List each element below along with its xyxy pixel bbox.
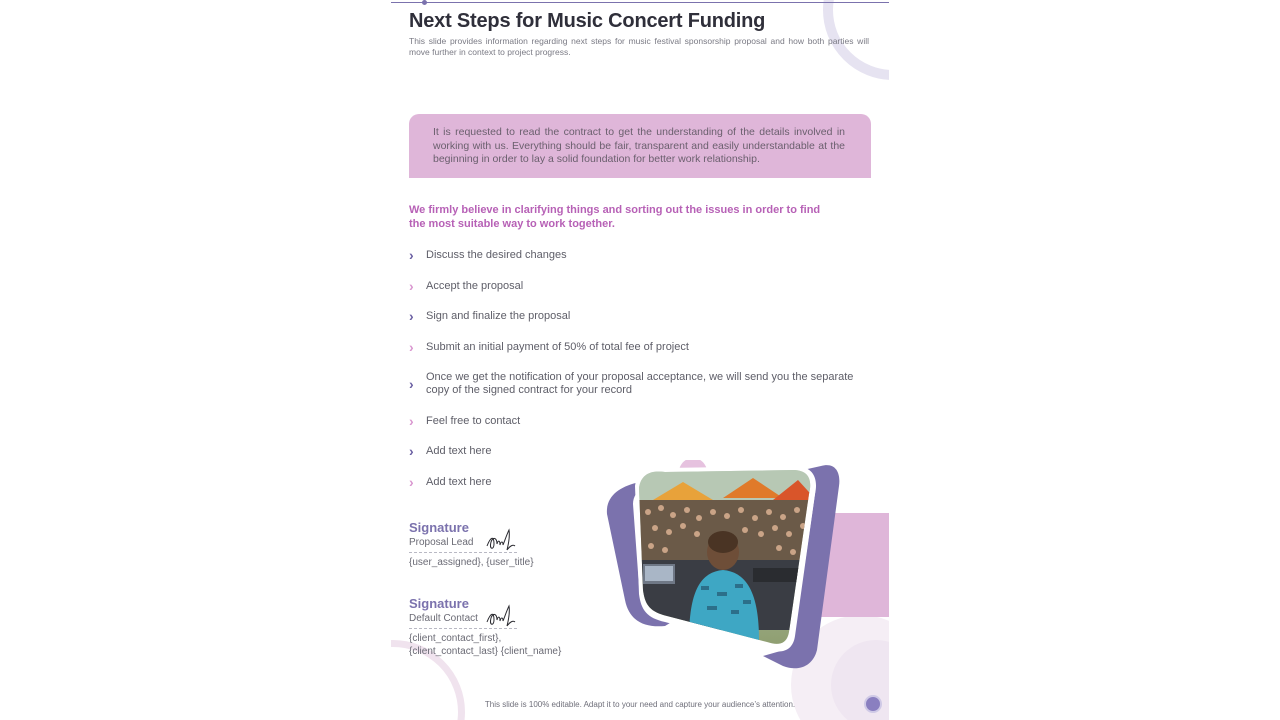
navigation-circle-icon[interactable] [864, 695, 882, 713]
list-item-label: Add text here [426, 475, 492, 488]
callout-text: It is requested to read the contract to get the understanding of the details involved in working with us. Everything should be fair, transparent and easily understandable at the beginning in order to lay a solid foundation for better work relationship. [433, 126, 845, 165]
list-item-label: Feel free to contact [426, 414, 521, 427]
signature-line [409, 552, 517, 553]
list-item [409, 279, 869, 293]
concert-photo-collage [603, 460, 889, 675]
handwritten-signature [485, 526, 519, 554]
chevron-right-icon: › [409, 308, 414, 324]
signature-value: {client_contact_first}, [409, 633, 502, 644]
signature-value: {client_contact_last} {client_name} [409, 646, 562, 657]
list-item [409, 340, 869, 354]
callout-box [409, 114, 871, 178]
list-item [409, 309, 869, 323]
chevron-right-icon: › [409, 376, 414, 392]
top-rule [391, 2, 889, 3]
page-subtitle: This slide provides information regarding next steps for music festival sponsorship proposal and how both parties will move further in context to project progress. [409, 36, 869, 57]
chevron-right-icon: › [409, 443, 414, 459]
chevron-right-icon: › [409, 413, 414, 429]
signature-role: Proposal Lead [409, 537, 474, 548]
page-title: Next Steps for Music Concert Funding [409, 10, 766, 32]
top-rule-dot [422, 0, 427, 5]
signature-line [409, 628, 517, 629]
chevron-right-icon: › [409, 247, 414, 263]
signature-value: {user_assigned}, {user_title} [409, 557, 534, 568]
handwritten-signature [485, 602, 519, 630]
emphasis-text: We firmly believe in clarifying things and sorting out the issues in order to find the most suitable way to work together. [409, 204, 821, 230]
list-item-label: Discuss the desired changes [426, 248, 567, 261]
document-page [391, 0, 889, 720]
list-item [409, 414, 869, 428]
list-item-label: Sign and finalize the proposal [426, 309, 571, 322]
concert-photo [603, 460, 889, 675]
list-item-label: Submit an initial payment of 50% of total fee of project [426, 340, 689, 353]
list-item [409, 248, 869, 262]
signature-heading: Signature [409, 520, 469, 535]
chevron-right-icon: › [409, 278, 414, 294]
list-item [409, 371, 854, 397]
list-item-label: Accept the proposal [426, 279, 524, 292]
list-item [409, 444, 869, 458]
chevron-right-icon: › [409, 339, 414, 355]
signature-role: Default Contact [409, 613, 478, 624]
chevron-right-icon: › [409, 474, 414, 490]
footer-note: This slide is 100% editable. Adapt it to your need and capture your audience’s attention. [484, 700, 796, 709]
list-item-label: Add text here [426, 444, 492, 457]
signature-heading: Signature [409, 596, 469, 611]
list-item-label: Once we get the notification of your proposal acceptance, we will send you the separate copy of the signed contract for your record [426, 371, 854, 396]
